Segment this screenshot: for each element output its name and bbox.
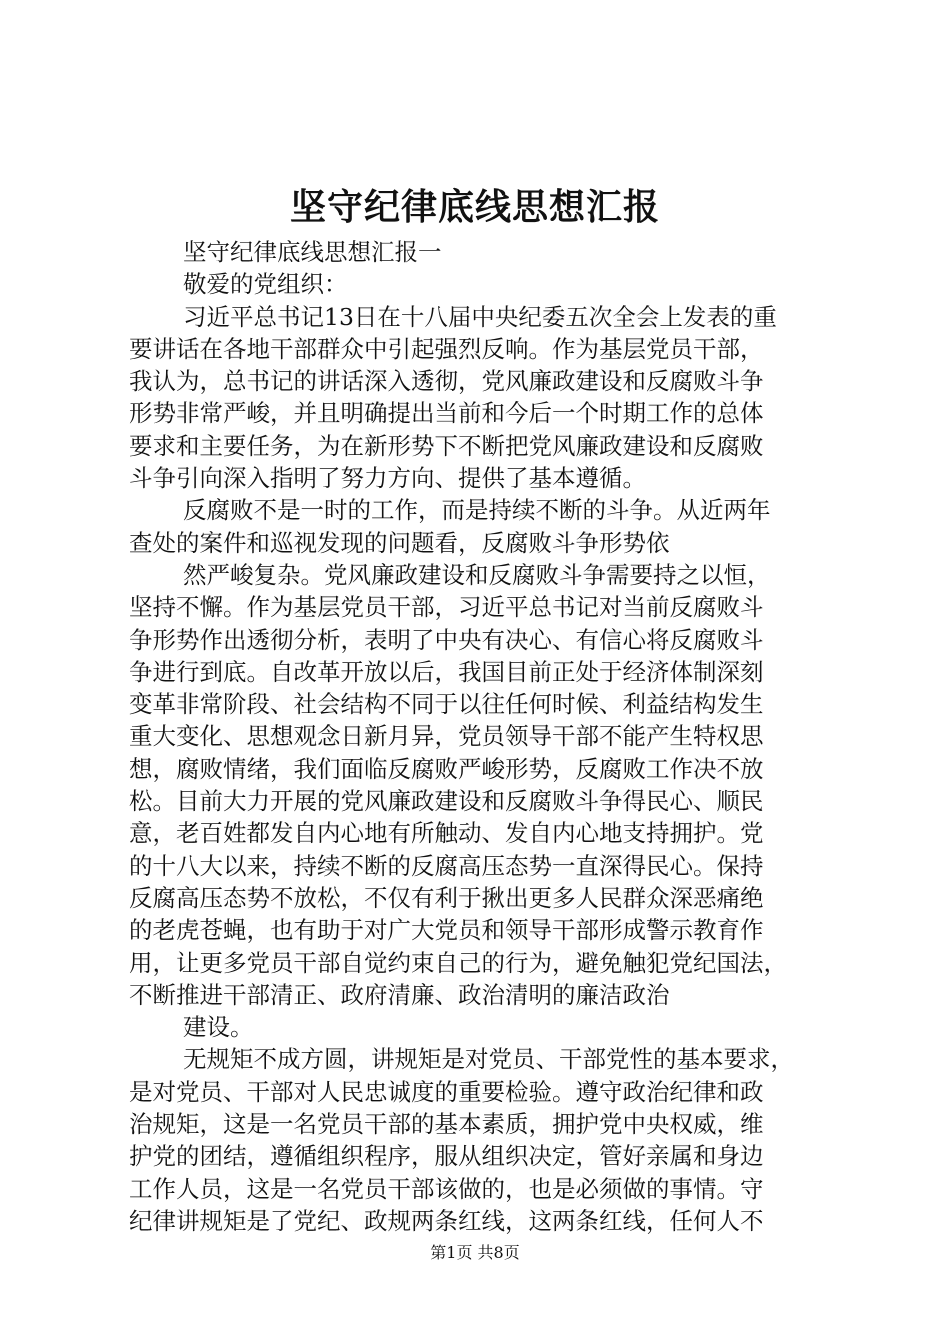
text-line: 用，让更多党员干部自觉约束自己的行为，避免触犯党纪国法， — [129, 948, 787, 977]
text-line: 的老虎苍蝇，也有助于对广大党员和领导干部形成警示教育作 — [129, 916, 764, 945]
text-line: 查处的案件和巡视发现的问题看，反腐败斗争形势依 — [129, 528, 670, 557]
text-line: 然严峻复杂。党风廉政建设和反腐败斗争需要持之以恒， — [183, 560, 771, 589]
text-line: 反腐高压态势不放松，不仅有利于揪出更多人民群众深恶痛绝 — [129, 883, 764, 912]
text-line: 形势非常严峻，并且明确提出当前和今后一个时期工作的总体 — [129, 399, 764, 428]
text-line: 护党的团结，遵循组织程序，服从组织决定，管好亲属和身边 — [129, 1142, 764, 1171]
text-line: 变革非常阶段、社会结构不同于以往任何时候、利益结构发生 — [129, 690, 764, 719]
text-line: 坚持不懈。作为基层党员干部，习近平总书记对当前反腐败斗 — [129, 593, 764, 622]
text-line: 重大变化、思想观念日新月异，党员领导干部不能产生特权思 — [129, 722, 764, 751]
text-line: 敬爱的党组织： — [183, 270, 348, 299]
text-line: 斗争引向深入指明了努力方向、提供了基本遵循。 — [129, 464, 646, 493]
text-line: 习近平总书记13日在十八届中央纪委五次全会上发表的重 — [183, 302, 777, 331]
text-line: 治规矩，这是一名党员干部的基本素质，拥护党中央权威，维 — [129, 1110, 764, 1139]
text-line: 想，腐败情绪，我们面临反腐败严峻形势，反腐败工作决不放 — [129, 754, 764, 783]
page-footer: 第1页 共8页 — [430, 1243, 520, 1262]
document-body — [129, 236, 829, 1237]
text-line: 意，老百姓都发自内心地有所触动、发自内心地支持拥护。党 — [129, 819, 764, 848]
text-line: 的十八大以来，持续不断的反腐高压态势一直深得民心。保持 — [129, 851, 764, 880]
text-line: 坚守纪律底线思想汇报一 — [183, 238, 442, 266]
text-line: 要求和主要任务，为在新形势下不断把党风廉政建设和反腐败 — [129, 431, 764, 460]
text-line: 工作人员，这是一名党员干部该做的，也是必须做的事情。守 — [129, 1174, 764, 1203]
text-line: 建设。 — [183, 1013, 254, 1042]
text-line: 无规矩不成方圆，讲规矩是对党员、干部党性的基本要求， — [183, 1045, 794, 1074]
text-line: 是对党员、干部对人民忠诚度的重要检验。遵守政治纪律和政 — [129, 1077, 764, 1106]
text-line: 争进行到底。自改革开放以后，我国目前正处于经济体制深刻 — [129, 657, 764, 686]
text-line: 不断推进干部清正、政府清廉、政治清明的廉洁政治 — [129, 980, 670, 1009]
document-title: 坚守纪律底线思想汇报 — [289, 186, 660, 228]
text-line: 争形势作出透彻分析，表明了中央有决心、有信心将反腐败斗 — [129, 625, 764, 654]
text-line: 纪律讲规矩是了党纪、政规两条红线，这两条红线，任何人不 — [129, 1206, 764, 1235]
text-line: 松。目前大力开展的党风廉政建设和反腐败斗争得民心、顺民 — [129, 787, 764, 816]
text-line: 要讲话在各地干部群众中引起强烈反响。作为基层党员干部， — [129, 334, 764, 363]
text-line: 反腐败不是一时的工作，而是持续不断的斗争。从近两年 — [183, 496, 771, 525]
text-line: 我认为，总书记的讲话深入透彻，党风廉政建设和反腐败斗争 — [129, 367, 764, 396]
